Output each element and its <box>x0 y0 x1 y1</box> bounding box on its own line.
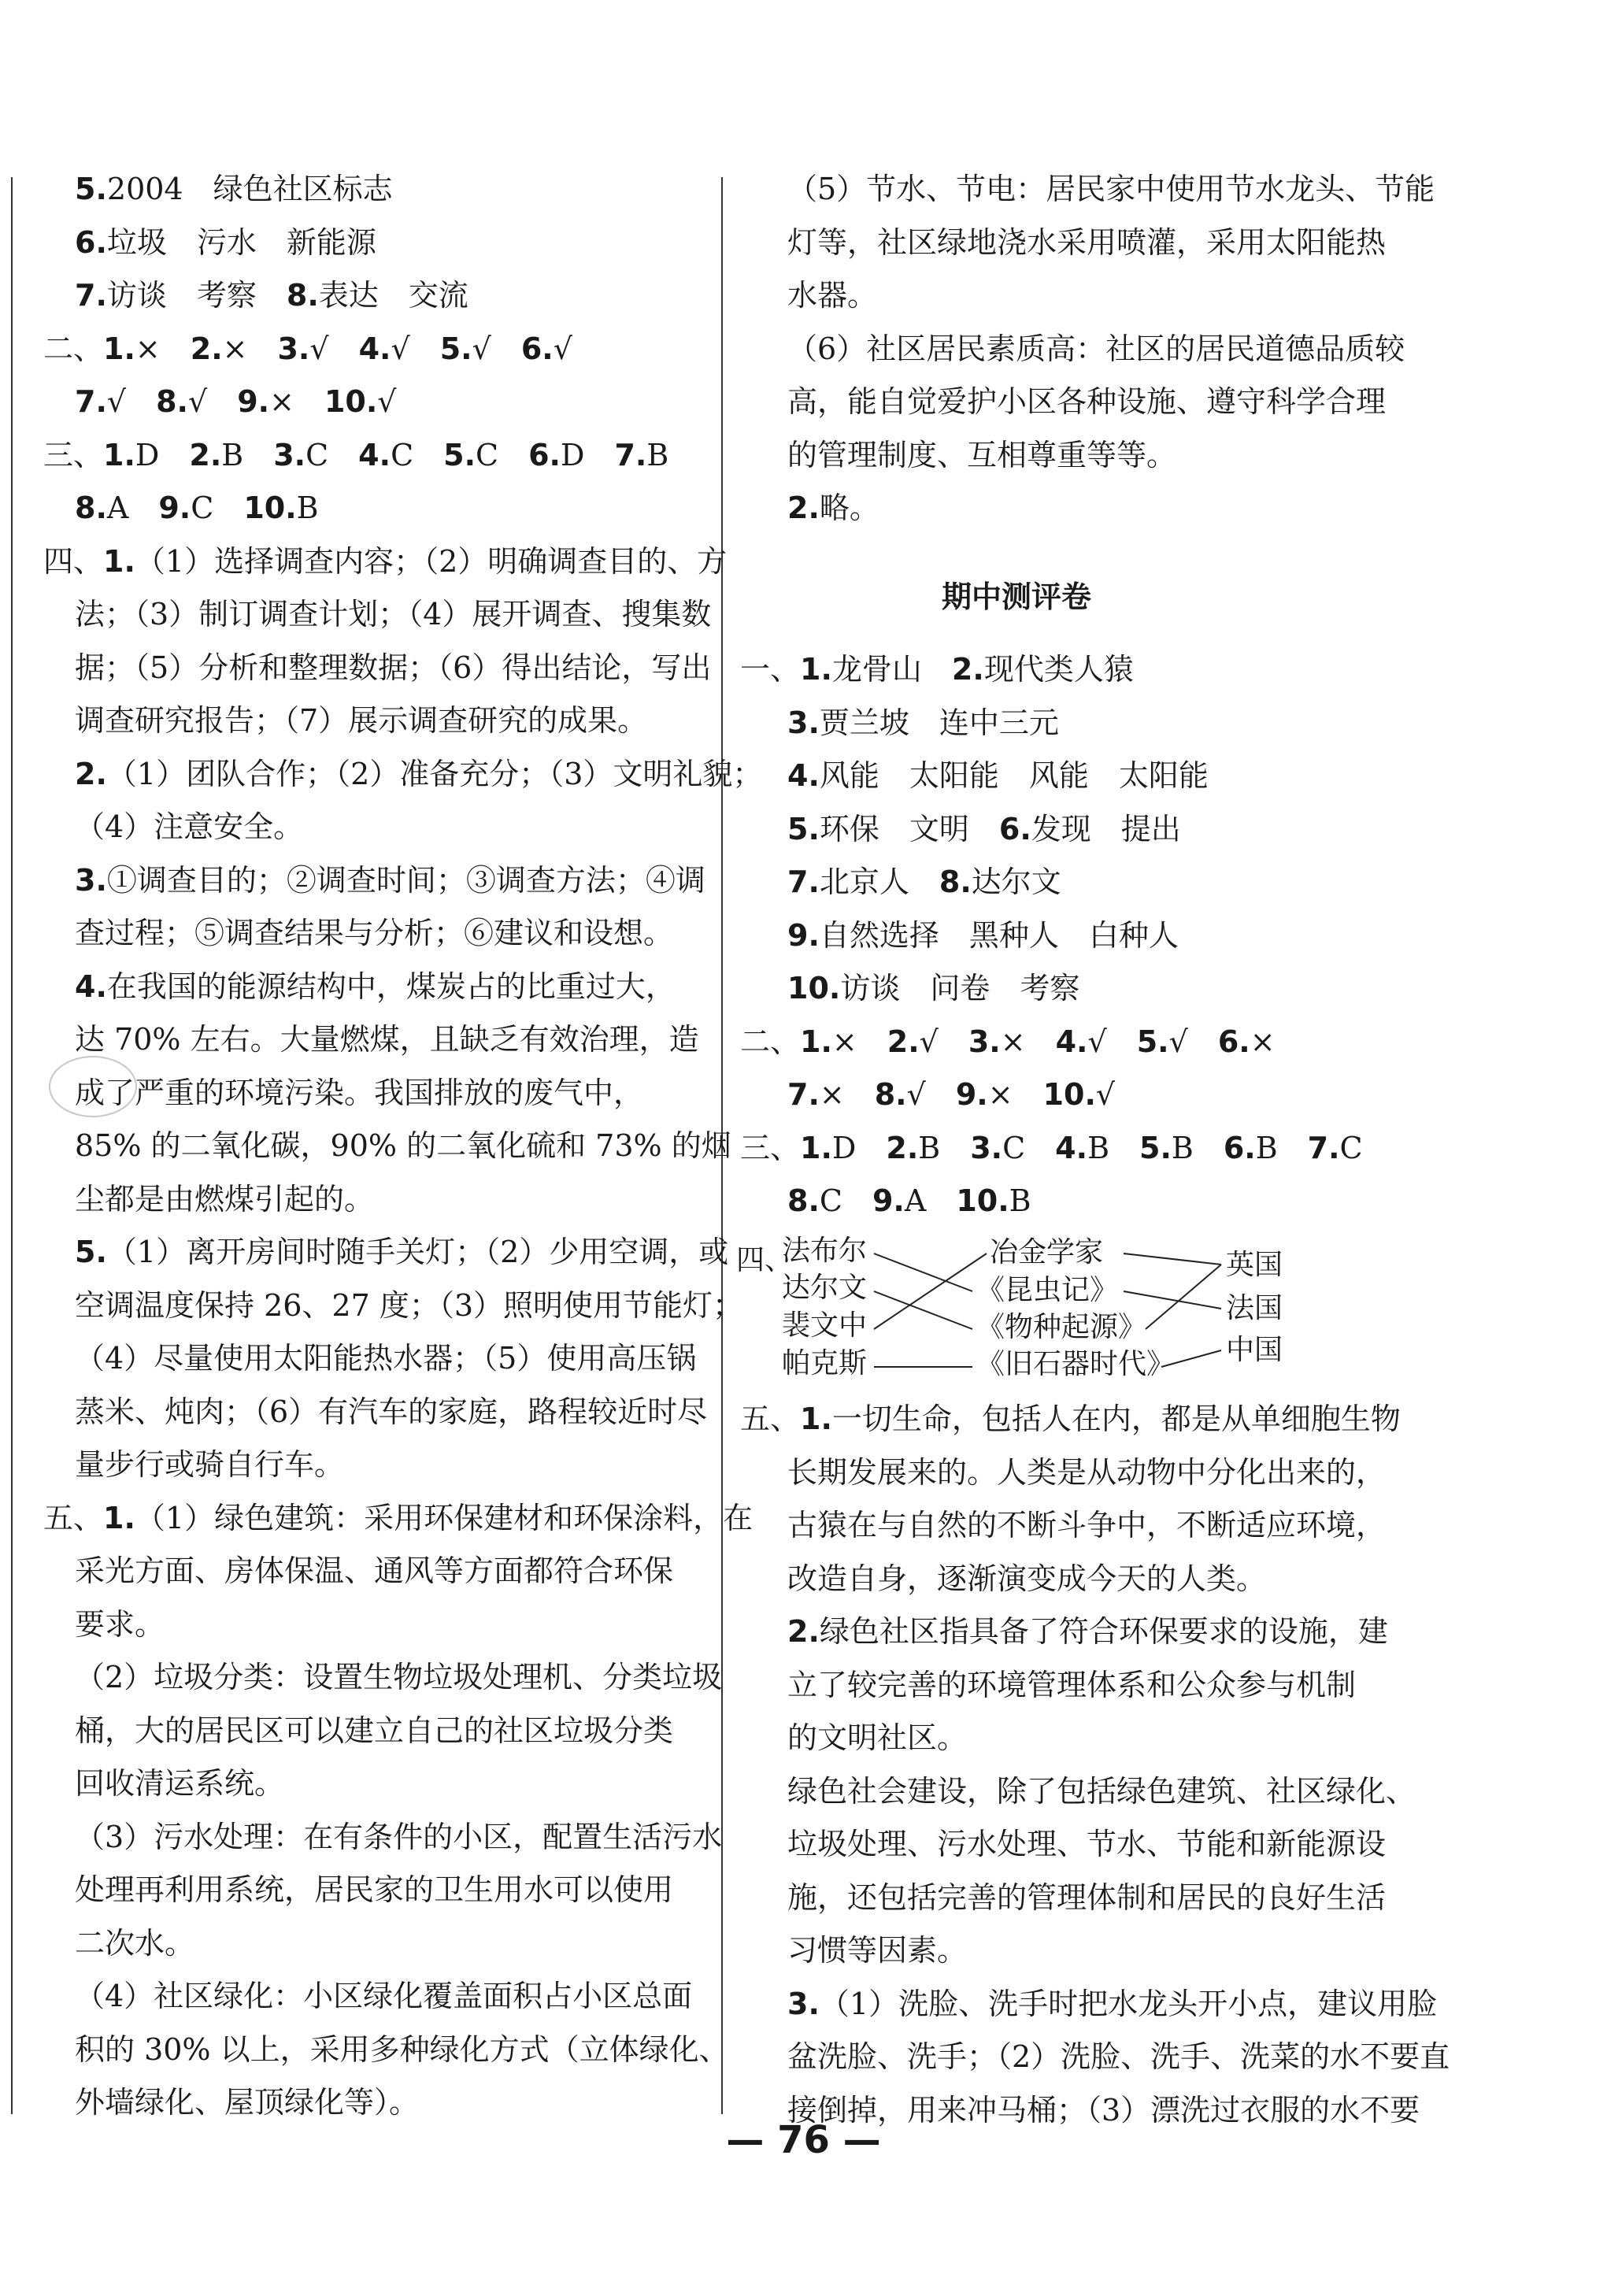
item-number: 9. <box>955 1077 988 1112</box>
item-number: 3. <box>273 437 306 472</box>
item-number: 2. <box>75 756 107 791</box>
text-span: √ <box>1095 1077 1116 1112</box>
text-line <box>75 491 319 525</box>
text-span: √ <box>919 1024 968 1059</box>
text-line <box>75 703 647 738</box>
text-span: √ <box>906 1077 956 1112</box>
text-span: √ <box>377 384 397 419</box>
text-span: 成了严重的环境污染。我国排放的废气中， <box>75 1075 644 1110</box>
text-line <box>787 384 1386 419</box>
item-number: 5. <box>787 811 820 846</box>
text-span: 五、 <box>740 1402 801 1436</box>
text-span: 三、 <box>43 437 104 472</box>
text-span: × <box>222 331 278 366</box>
text-span: （3）污水处理：在有条件的小区，配置生活污水 <box>75 1819 723 1854</box>
text-span: C <box>1002 1130 1056 1165</box>
text-span: × <box>1250 1024 1276 1059</box>
text-line <box>75 2032 729 2067</box>
item-number: 9. <box>237 384 270 419</box>
text-span: 要求。 <box>75 1606 165 1642</box>
text-line <box>787 1668 1356 1702</box>
matching-diagram <box>736 1236 1429 1389</box>
text-span: （4）尽量使用太阳能热水器；（5）使用高压锅 <box>75 1341 697 1376</box>
item-number: 8. <box>874 1077 907 1112</box>
text-span: 达尔文 <box>971 865 1061 899</box>
item-number: 1. <box>800 1130 832 1165</box>
text-span: D <box>135 437 190 472</box>
text-span: √ <box>309 331 359 366</box>
text-span: 据；（5）分析和整理数据；（6）得出结论，写出 <box>75 650 712 685</box>
match-work: 冶金学家 <box>990 1236 1104 1268</box>
text-line <box>75 384 397 419</box>
text-span: 贾兰坡 连中三元 <box>819 705 1059 740</box>
item-number: 2. <box>787 1614 820 1649</box>
text-span: 龙骨山 <box>831 652 952 687</box>
text-span: 访谈 考察 <box>106 278 287 313</box>
text-line <box>75 1182 374 1217</box>
item-number: 8. <box>75 491 107 525</box>
text-line <box>75 757 762 791</box>
item-number: 3. <box>787 705 820 740</box>
item-number: 4. <box>75 968 107 1004</box>
text-line <box>75 969 676 1004</box>
text-line <box>787 758 1209 793</box>
match-work: 《旧石器时代》 <box>976 1348 1176 1380</box>
text-span: 高，能自觉爱护小区各种设施、遵守科学合理 <box>787 384 1387 419</box>
text-span: 外墙绿化、屋顶绿化等）。 <box>75 2085 420 2120</box>
text-line <box>75 809 303 844</box>
match-person: 法布尔 <box>782 1236 868 1267</box>
text-line <box>75 1022 699 1057</box>
text-span: 一切生命，包括人在内，都是从单细胞生物 <box>831 1402 1401 1436</box>
text-line <box>43 331 572 366</box>
text-span: B <box>1171 1130 1224 1165</box>
item-number: 5. <box>1136 1024 1169 1059</box>
item-number: 3. <box>787 1986 820 2021</box>
text-line <box>75 1394 707 1429</box>
text-span: 现代类人猿 <box>983 652 1134 687</box>
item-number: 10. <box>787 971 841 1005</box>
text-line <box>787 438 1176 472</box>
item-number: 5. <box>439 331 472 366</box>
text-span: 五、 <box>43 1500 104 1535</box>
matching-label: 四、 <box>736 1244 794 1276</box>
text-line <box>787 1455 1386 1490</box>
item-number: 1. <box>103 543 135 579</box>
text-span: × <box>987 1077 1043 1112</box>
item-number: 8. <box>286 278 319 313</box>
text-span: 一、 <box>740 652 801 687</box>
text-span: √ <box>391 331 440 366</box>
page-number: — 76 — <box>726 2118 881 2162</box>
text-line <box>787 1508 1386 1542</box>
text-span: 采光方面、房体保温、通风等方面都符合环保 <box>75 1554 674 1588</box>
item-number: 4. <box>358 437 391 472</box>
text-line <box>787 225 1386 260</box>
text-line <box>75 597 711 631</box>
text-line <box>75 2085 419 2120</box>
text-span: 古猿在与自然的不断斗争中，不断适应环境， <box>787 1508 1387 1542</box>
text-line <box>787 971 1079 1005</box>
text-span: 风能 太阳能 风能 太阳能 <box>819 758 1209 793</box>
text-span: √ <box>106 384 157 419</box>
match-work: 《昆虫记》 <box>976 1274 1119 1306</box>
item-number: 7. <box>787 865 820 899</box>
text-span: √ <box>472 331 521 366</box>
text-span: （1）团队合作；（2）准备充分；（3）文明礼貌； <box>106 756 763 791</box>
text-span: （4）社区绿化：小区绿化覆盖面积占小区总面 <box>75 1979 693 2013</box>
text-span: B <box>1087 1130 1139 1165</box>
item-number: 2. <box>951 652 984 687</box>
text-line <box>75 1607 165 1642</box>
text-line <box>787 2039 1450 2074</box>
text-line <box>43 1501 753 1535</box>
text-line <box>75 1820 722 1854</box>
text-span: √ <box>553 331 572 366</box>
text-span: C <box>191 491 244 525</box>
item-number: 3. <box>277 331 310 366</box>
text-span: 调查研究报告；（7）展示调查研究的成果。 <box>75 703 648 738</box>
item-number: 6. <box>1217 1024 1250 1059</box>
text-span: 表达 交流 <box>318 278 468 313</box>
text-span: C <box>476 437 529 472</box>
match-person: 帕克斯 <box>782 1347 868 1379</box>
text-span: 空调温度保持 26、27 度；（3）照明使用节能灯； <box>75 1287 743 1323</box>
text-span: C <box>391 437 444 472</box>
text-line <box>75 1713 673 1748</box>
item-number: 5. <box>1139 1130 1172 1165</box>
text-span: 积的 30% 以上，采用多种绿化方式（立体绿化、 <box>75 2031 729 2067</box>
text-line <box>787 1614 1388 1649</box>
text-span: 回收清运系统。 <box>75 1766 285 1801</box>
item-number: 6. <box>75 224 107 260</box>
text-span: × <box>831 1024 887 1059</box>
text-span: 查过程；⑤调查结果与分析；⑥建议和设想。 <box>75 916 674 950</box>
text-span: 水器。 <box>787 278 878 313</box>
match-country: 中国 <box>1226 1334 1283 1366</box>
item-number: 4. <box>358 331 391 366</box>
text-span: （1）洗脸、洗手时把水龙头开小点，建议用脸 <box>819 1986 1438 2021</box>
text-span: 85% 的二氧化碳，90% 的二氧化硫和 73% 的烟 <box>75 1128 731 1163</box>
text-span: 处理再利用系统，居民家的卫生用水可以使用 <box>75 1872 674 1907</box>
item-number: 2. <box>189 437 222 472</box>
text-span: （6）社区居民素质高：社区的居民道德品质较 <box>787 331 1405 366</box>
text-span: （1）离开房间时随手关灯；（2）少用空调，或 <box>106 1235 729 1269</box>
text-span: √ <box>1168 1024 1218 1059</box>
text-span: 接倒掉，用来冲马桶；（3）漂洗过衣服的水不要 <box>787 2092 1420 2128</box>
text-line <box>75 1979 692 2013</box>
text-span: 略。 <box>819 491 879 525</box>
text-span: 习惯等因素。 <box>787 1933 968 1968</box>
text-line <box>787 1827 1386 1861</box>
text-span: 二次水。 <box>75 1925 195 1961</box>
text-span: 量步行或骑自行车。 <box>75 1447 345 1482</box>
text-span: A <box>106 491 159 525</box>
text-line <box>787 1933 967 1968</box>
text-line <box>787 1774 1416 1809</box>
item-number: 8. <box>939 865 972 899</box>
match-country: 英国 <box>1226 1249 1283 1281</box>
text-span: B <box>1009 1183 1031 1218</box>
item-number: 10. <box>324 384 378 419</box>
text-span: 盆洗脸、洗手；（2）洗脸、洗手、洗菜的水不要直 <box>787 2039 1450 2074</box>
text-line <box>787 1077 1115 1112</box>
text-span: 2004 绿色社区标志 <box>106 172 393 206</box>
item-number: 7. <box>75 278 107 313</box>
item-number: 1. <box>800 1024 832 1059</box>
text-line <box>787 865 1061 899</box>
item-number: 2. <box>787 491 820 525</box>
text-span: （4）注意安全。 <box>75 809 304 844</box>
text-span: √ <box>188 384 238 419</box>
item-number: 2. <box>886 1130 919 1165</box>
text-line <box>75 1128 731 1163</box>
text-span: 桶，大的居民区可以建立自己的社区垃圾分类 <box>75 1713 674 1748</box>
text-span: D <box>561 437 615 472</box>
text-line <box>75 1288 742 1323</box>
text-line <box>75 1660 722 1694</box>
text-span: C <box>1339 1130 1363 1165</box>
text-line <box>787 331 1405 366</box>
item-number: 1. <box>800 1402 832 1436</box>
text-line <box>75 916 673 950</box>
text-span: （1）选择调查内容；（2）明确调查目的、方 <box>135 543 728 579</box>
text-span: 访谈 问卷 考察 <box>840 971 1080 1005</box>
text-span: B <box>296 491 319 525</box>
text-line <box>75 1872 673 1907</box>
text-span: B <box>1255 1130 1308 1165</box>
item-number: 4. <box>1055 1130 1088 1165</box>
text-span: 二、 <box>43 331 104 366</box>
item-number: 8. <box>787 1183 820 1218</box>
item-number: 10. <box>243 491 297 525</box>
item-number: 1. <box>103 1500 135 1535</box>
text-span: 绿色社会建设，除了包括绿色建筑、社区绿化、 <box>787 1773 1416 1809</box>
text-span: 四、 <box>43 543 104 579</box>
text-span: 垃圾 污水 新能源 <box>106 224 376 260</box>
text-span: × <box>269 384 324 419</box>
text-line <box>75 1341 696 1376</box>
item-number: 4. <box>1055 1024 1088 1059</box>
item-number: 10. <box>1042 1077 1096 1112</box>
match-line <box>1124 1254 1221 1265</box>
match-country: 法国 <box>1226 1292 1283 1324</box>
text-span: 长期发展来的。人类是从动物中分化出来的， <box>787 1454 1387 1490</box>
item-number: 4. <box>787 758 820 793</box>
text-line <box>787 172 1435 206</box>
item-number: 6. <box>998 811 1031 846</box>
text-line <box>787 1561 1266 1596</box>
text-line <box>787 812 1181 846</box>
text-line <box>75 172 393 206</box>
text-span: 三、 <box>740 1130 801 1165</box>
item-number: 2. <box>190 331 223 366</box>
match-person: 裴文中 <box>782 1309 868 1342</box>
text-span: （1）绿色建筑：采用环保建材和环保涂料，在 <box>135 1500 754 1535</box>
item-number: 6. <box>528 437 561 472</box>
text-line <box>740 652 1134 687</box>
text-line <box>43 544 727 579</box>
text-line <box>75 1926 194 1961</box>
item-number: 7. <box>787 1077 820 1112</box>
match-line <box>874 1254 987 1329</box>
left-margin-rule <box>11 177 13 2114</box>
text-span: 施，还包括完善的管理体制和居民的良好生活 <box>787 1879 1387 1915</box>
text-line <box>75 225 376 260</box>
text-span: √ <box>1087 1024 1137 1059</box>
text-line <box>787 278 877 313</box>
text-line <box>75 1554 673 1588</box>
text-span: 二、 <box>740 1024 801 1059</box>
match-work: 《物种起源》 <box>976 1311 1147 1343</box>
item-number: 9. <box>872 1183 905 1218</box>
item-number: 7. <box>75 384 107 419</box>
text-span: 的文明社区。 <box>787 1720 968 1755</box>
item-number: 9. <box>787 917 820 953</box>
text-span: × <box>1000 1024 1056 1059</box>
text-line <box>787 491 879 525</box>
text-line <box>787 1880 1386 1915</box>
text-line <box>740 1402 1401 1436</box>
text-span: 改造自身，逐渐演变成今天的人类。 <box>787 1561 1267 1596</box>
item-number: 9. <box>158 491 191 525</box>
text-span: （2）垃圾分类：设置生物垃圾处理机、分类垃圾 <box>75 1660 723 1694</box>
text-line <box>75 1076 643 1110</box>
text-span: 立了较完善的环境管理体系和公众参与机制 <box>787 1667 1357 1702</box>
text-span: 自然选择 黑种人 白种人 <box>819 917 1179 953</box>
item-number: 3. <box>970 1130 1003 1165</box>
text-span: 法；（3）制订调查计划；（4）展开调查、搜集数 <box>75 597 712 631</box>
item-number: 1. <box>103 331 135 366</box>
text-span: B <box>221 437 274 472</box>
text-span: 蒸米、炖肉；（6）有汽车的家庭，路程较近时尽 <box>75 1394 708 1429</box>
text-line <box>740 1024 1276 1059</box>
text-span: B <box>918 1130 971 1165</box>
text-line <box>75 650 711 685</box>
text-span: 绿色社区指具备了符合环保要求的设施，建 <box>819 1614 1388 1649</box>
text-span: 发现 提出 <box>1031 811 1181 846</box>
item-number: 2. <box>887 1024 920 1059</box>
text-span: C <box>819 1183 872 1218</box>
item-number: 5. <box>75 172 107 206</box>
item-number: 8. <box>156 384 188 419</box>
text-span: ①调查目的；②调查时间；③调查方法；④调 <box>106 862 705 898</box>
text-span: 达 70% 左右。大量燃煤，且缺乏有效治理，造 <box>75 1022 699 1057</box>
item-number: 5. <box>443 437 476 472</box>
item-number: 6. <box>1223 1130 1256 1165</box>
text-span: 的管理制度、互相尊重等等。 <box>787 437 1177 472</box>
text-span: D <box>831 1130 887 1165</box>
match-person: 达尔文 <box>782 1272 868 1304</box>
item-number: 3. <box>75 862 107 898</box>
text-line <box>787 1183 1031 1218</box>
text-span: A <box>904 1183 957 1218</box>
item-number: 1. <box>103 437 135 472</box>
text-line <box>75 863 705 898</box>
text-line <box>787 1987 1437 2021</box>
text-line <box>43 438 668 472</box>
text-span: 灯等，社区绿地浇水采用喷灌，采用太阳能热 <box>787 224 1387 260</box>
text-span: 在我国的能源结构中，煤炭占的比重过大， <box>106 968 676 1004</box>
text-span: 尘都是由燃煤引起的。 <box>75 1181 375 1217</box>
text-span: C <box>305 437 359 472</box>
text-span: × <box>819 1077 875 1112</box>
text-line <box>740 1131 1363 1165</box>
item-number: 10. <box>956 1183 1009 1218</box>
text-span: 环保 文明 <box>819 811 999 846</box>
text-span: B <box>646 437 669 472</box>
text-line <box>75 1235 728 1269</box>
section-title: 期中测评卷 <box>942 580 1092 614</box>
item-number: 6. <box>520 331 554 366</box>
text-span: 北京人 <box>819 865 939 899</box>
item-number: 5. <box>75 1235 107 1269</box>
item-number: 7. <box>1307 1130 1340 1165</box>
text-span: × <box>135 331 191 366</box>
text-line <box>75 1766 284 1801</box>
text-span: 垃圾处理、污水处理、节水、节能和新能源设 <box>787 1827 1387 1861</box>
text-line <box>787 1720 967 1755</box>
text-span: （5）节水、节电：居民家中使用节水龙头、节能 <box>787 172 1435 206</box>
text-line <box>787 918 1179 953</box>
item-number: 3. <box>968 1024 1001 1059</box>
text-line <box>75 1447 344 1482</box>
text-line <box>75 278 468 313</box>
item-number: 7. <box>614 437 647 472</box>
item-number: 1. <box>800 652 832 687</box>
text-line <box>787 705 1059 740</box>
